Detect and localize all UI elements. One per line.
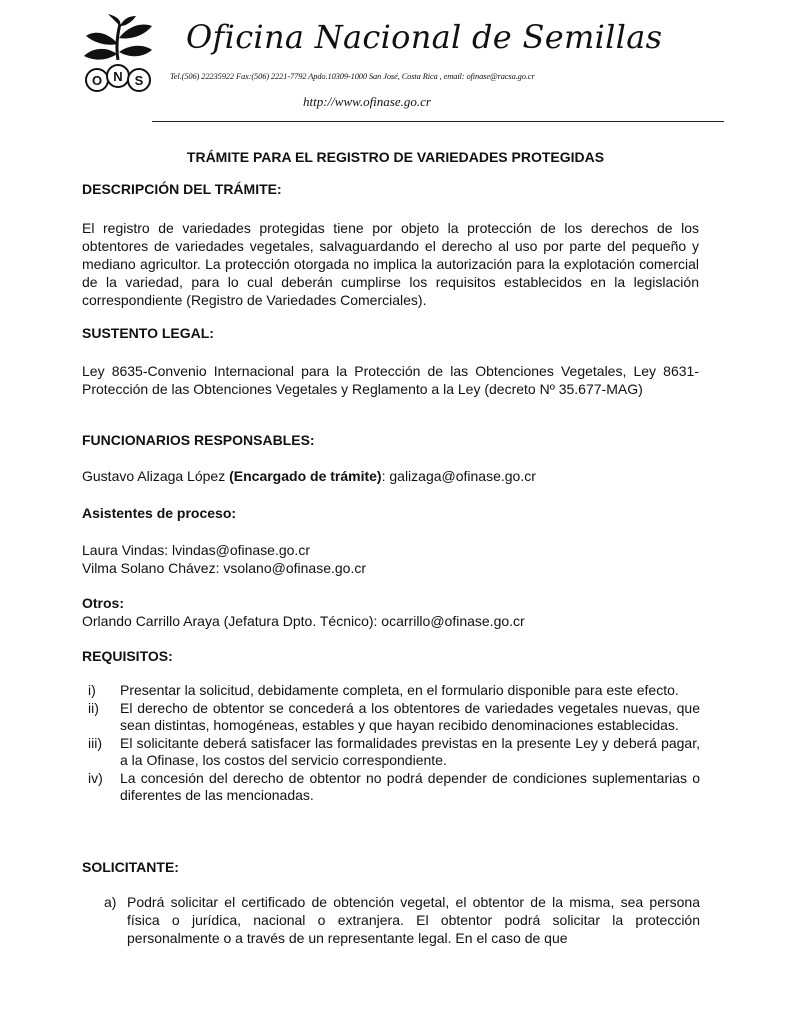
list-item-number: iv) xyxy=(88,770,103,786)
list-item xyxy=(82,700,700,734)
list-item xyxy=(82,735,700,769)
list-item-text: Presentar la solicitud, debidamente completa, en el formulario disponible para este efecto. xyxy=(120,682,679,698)
logo-letter-s: S xyxy=(134,73,144,88)
list-item-number: iii) xyxy=(88,735,102,751)
lead-official-email[interactable]: : galizaga@ofinase.go.cr xyxy=(381,468,536,484)
applicant-list xyxy=(104,893,700,947)
list-item-text: La concesión del derecho de obtentor no podrá depender de condiciones suplementarias o diferentes de las mencionadas. xyxy=(120,770,700,803)
assistants-heading: Asistentes de proceso: xyxy=(82,505,237,521)
lead-official-role: (Encargado de trámite) xyxy=(229,468,382,484)
list-item xyxy=(82,682,700,699)
list-item-number: a) xyxy=(104,894,117,910)
list-item xyxy=(82,770,700,804)
lead-official-name: Gustavo Alizaga López xyxy=(82,468,230,484)
ons-logo xyxy=(80,14,156,96)
list-item xyxy=(104,893,700,947)
website-link[interactable]: http://www.ofinase.go.cr xyxy=(303,94,431,109)
other-official: Orlando Carrillo Araya (Jefatura Dpto. Técnico): ocarrillo@ofinase.go.cr xyxy=(82,613,525,629)
applicant-heading: SOLICITANTE: xyxy=(82,859,179,875)
list-item-text: El derecho de obtentor se concederá a los obtentores de variedades vegetales nuevas, que sean distintas, homogéneas, estables y que hayan recibido denominaciones establecidas. xyxy=(120,700,700,733)
legal-heading: SUSTENTO LEGAL: xyxy=(82,325,214,341)
organization-name: Oficina Nacional de Semillas xyxy=(186,18,663,56)
description-text: El registro de variedades protegidas tiene por objeto la protección de los derechos de los obtentores de variedades vegetales, salvaguardando el derecho al uso por parte del pequeño y mediano agricultor. La protección otorgada no implica la autorización para la explotación comercial de la variedad, para lo cual deberán cumplirse los requisitos establecidos en la legislación correspondiente (Registro de Variedades Comerciales). xyxy=(82,220,699,308)
officials-heading: FUNCIONARIOS RESPONSABLES: xyxy=(82,432,315,448)
description-heading: DESCRIPCIÓN DEL TRÁMITE: xyxy=(82,181,282,197)
assistant-1: Laura Vindas: lvindas@ofinase.go.cr xyxy=(82,542,310,558)
logo-letter-o: O xyxy=(91,73,103,88)
header-divider xyxy=(152,121,724,122)
others-heading: Otros: xyxy=(82,595,124,611)
document-title: TRÁMITE PARA EL REGISTRO DE VARIEDADES PROTEGIDAS xyxy=(186,149,605,165)
list-item-text: Podrá solicitar el certificado de obtención vegetal, el obtentor de la misma, sea persona física o jurídica, nacional o extranjera. El obtentor podrá solicitar la protección personalmente o a través de un representante legal. En el caso de que xyxy=(127,894,700,946)
list-item-number: ii) xyxy=(88,700,99,716)
legal-text: Ley 8635-Convenio Internacional para la Protección de las Obtenciones Vegetales, Ley 8631-Protección de las Obtenciones Vegetales y Reglamento a la Ley (decreto Nº 35.677-MAG) xyxy=(82,363,699,397)
requirements-heading: REQUISITOS: xyxy=(82,648,173,664)
contact-info: Tel.(506) 22235922 Fax:(506) 2221-7792 Apdo.10309-1000 San José, Costa Rica , email: ofinase@racsa.go.cr xyxy=(170,72,535,81)
logo-letter-n: N xyxy=(113,69,123,84)
list-item-number: i) xyxy=(88,682,96,698)
assistant-2: Vilma Solano Chávez: vsolano@ofinase.go.cr xyxy=(82,560,366,576)
requirements-list xyxy=(82,682,700,805)
list-item-text: El solicitante deberá satisfacer las formalidades previstas en la presente Ley y deberá pagar, a la Ofinase, los costos del servicio correspondiente. xyxy=(120,735,700,768)
lead-official xyxy=(82,468,536,484)
